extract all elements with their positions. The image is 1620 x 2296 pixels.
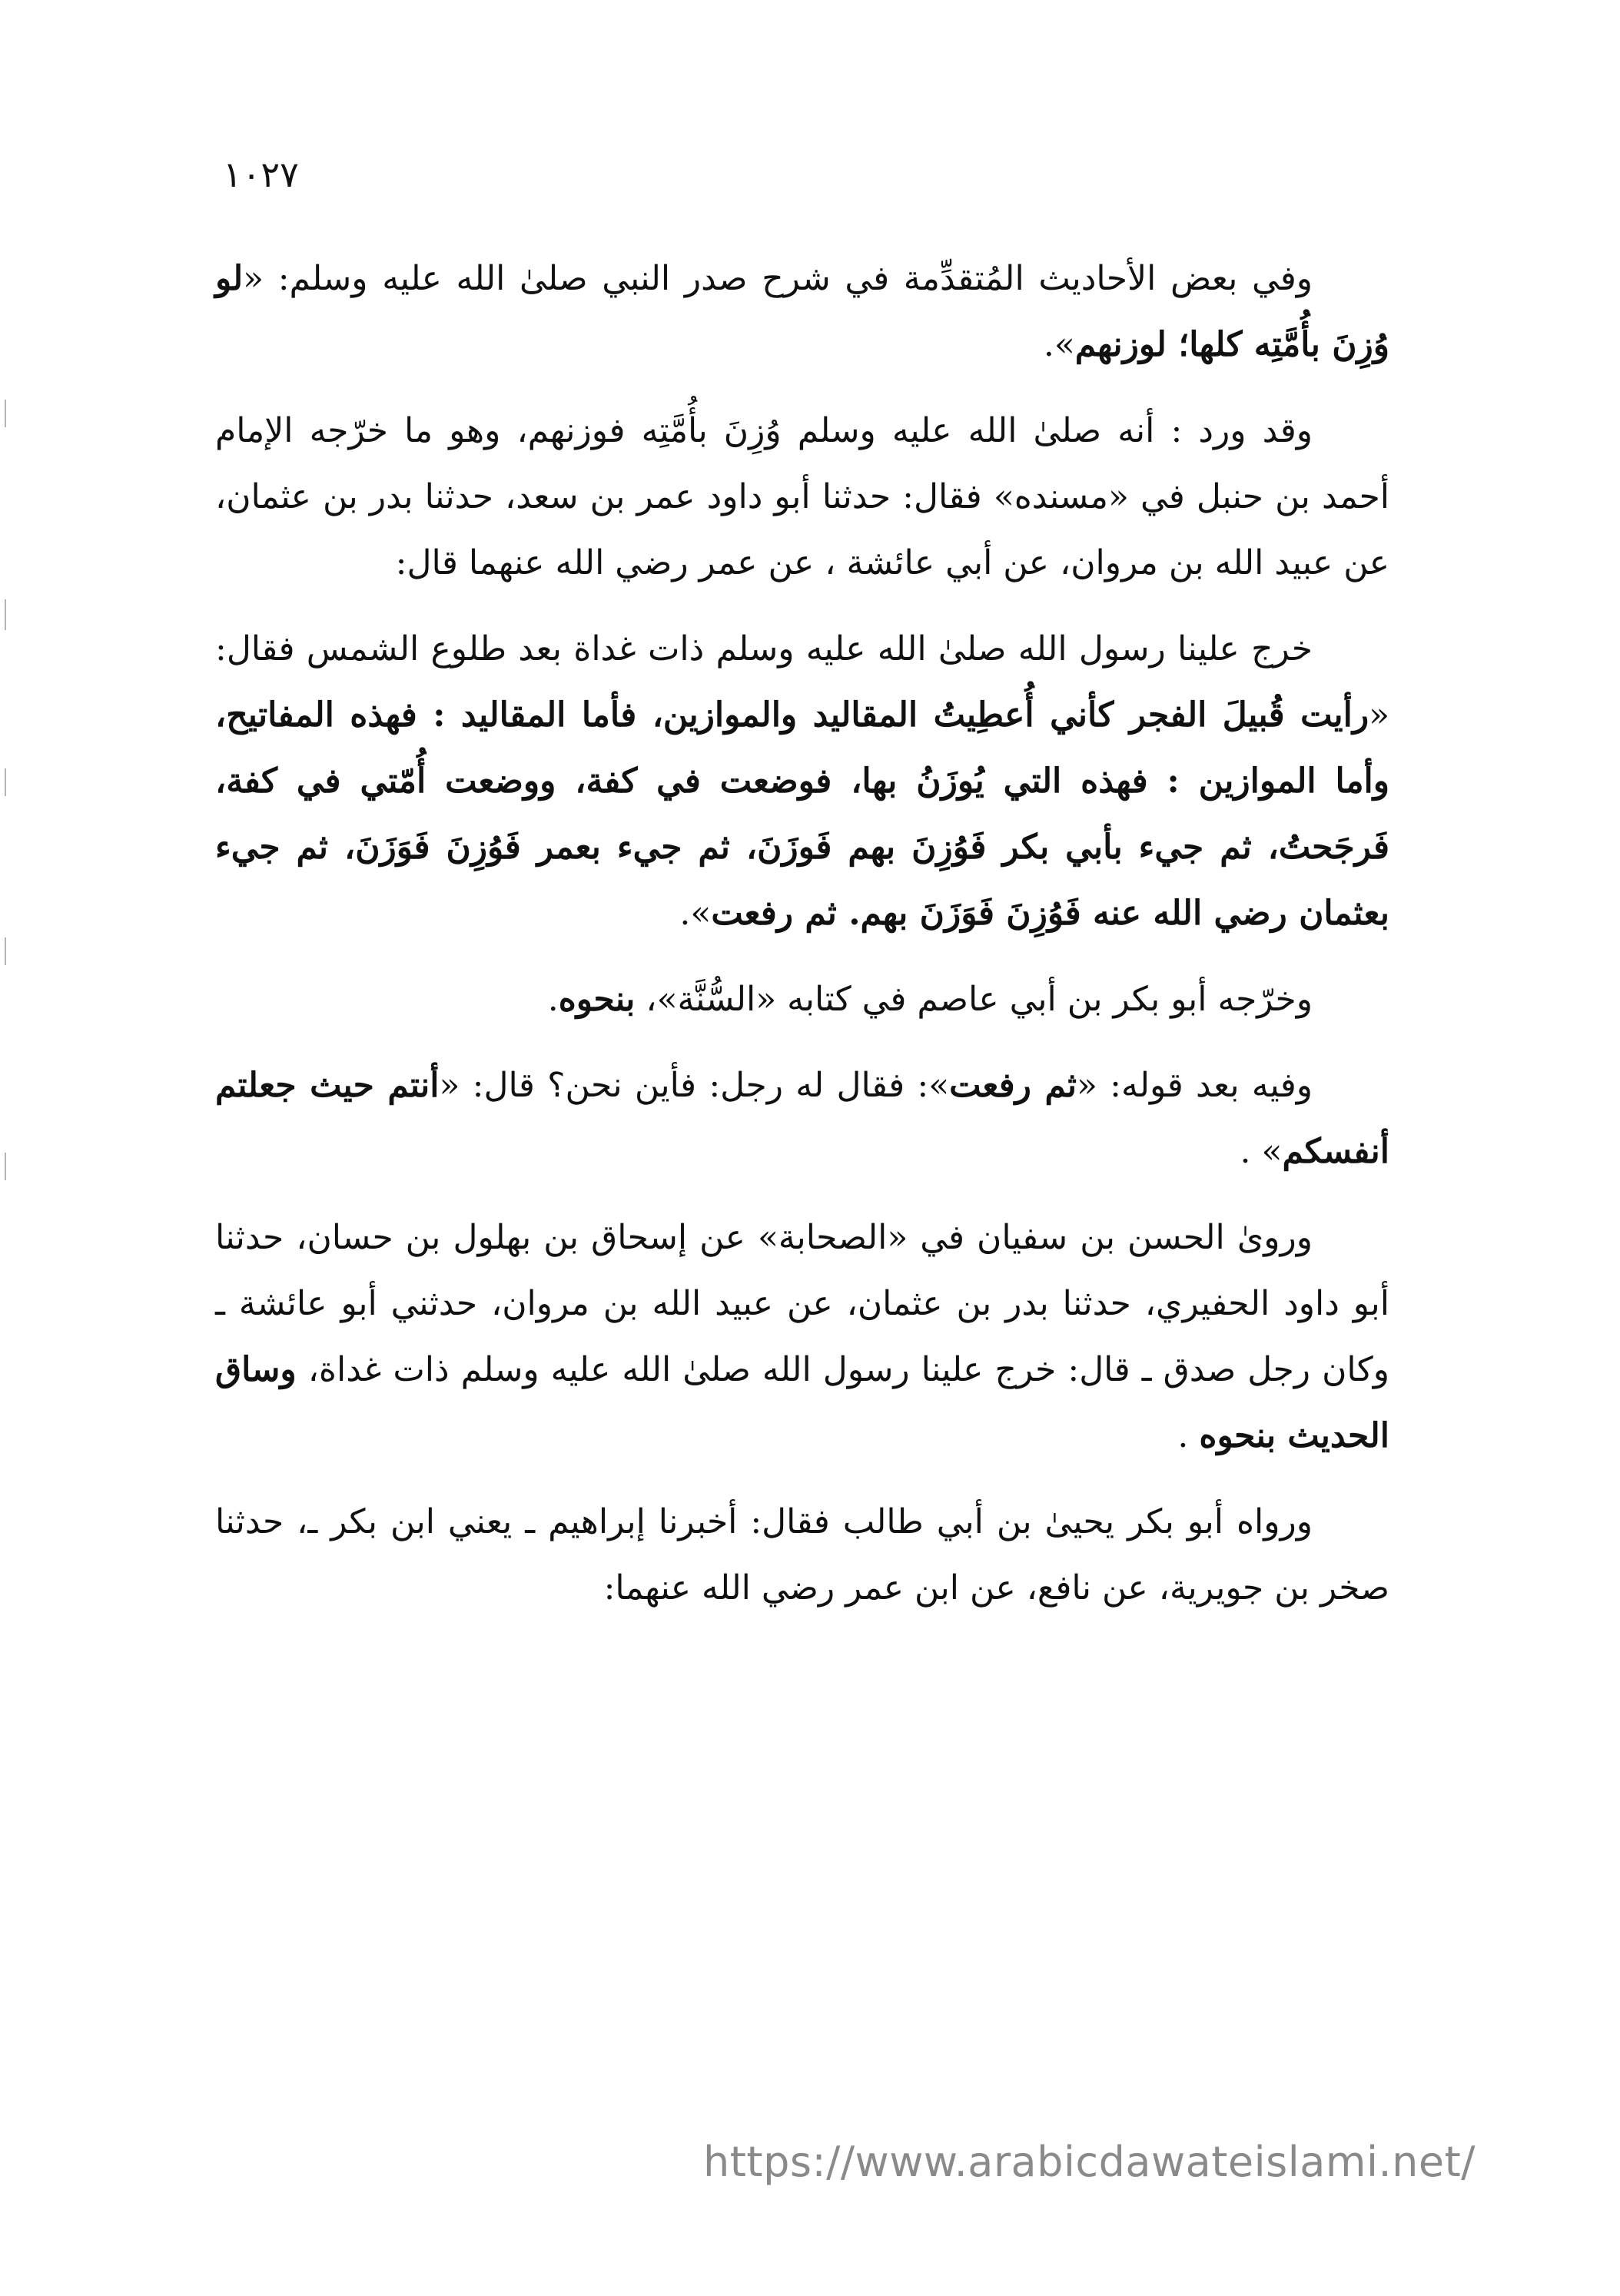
bold-text-run: أنتم حيث جعلتم أنفسكم — [215, 1066, 1389, 1171]
margin-tick — [5, 937, 6, 965]
text-run: وخرّجه أبو بكر بن أبي عاصم في كتابه «السُّنَّة»، — [635, 980, 1313, 1019]
text-run: » . — [1240, 1132, 1283, 1171]
paragraph — [215, 1489, 1389, 1621]
paragraph — [215, 616, 1389, 947]
margin-tick — [5, 768, 6, 796]
text-run: وفيه بعد قوله: « — [1077, 1066, 1313, 1105]
text-run: ». — [1043, 325, 1075, 364]
bold-text-run: ثم رفعت — [949, 1066, 1077, 1105]
main-text — [215, 246, 1389, 1641]
paragraph — [215, 398, 1389, 596]
paragraph — [215, 1205, 1389, 1469]
text-run: . — [1177, 1416, 1200, 1455]
paragraph — [215, 1053, 1389, 1185]
bold-text-run: وساق الحديث بنحوه — [215, 1350, 1389, 1455]
text-run: ». — [679, 894, 712, 933]
text-run: ورواه أبو بكر يحيىٰ بن أبي طالب فقال: أخبرنا إبراهيم ـ يعني ابن بكر ـ، حدثنا صخر بن جويرية، عن نافع، عن ابن عمر رضي الله عنهما: — [215, 1502, 1389, 1608]
text-run: وفي بعض الأحاديث المُتقدِّمة في شرح صدر النبي صلىٰ الله عليه وسلم: « — [243, 259, 1313, 298]
text-run: وروىٰ الحسن بن سفيان في «الصحابة» عن إسحاق بن بهلول بن حسان، حدثنا أبو داود الحفيري، حدثنا بدر بن عثمان، عن عبيد الله بن مروان، حدثني أبو عائشة ـ وكان رجل صدق ـ قال: خرج علينا رسول الله صلىٰ الله عليه وسلم ذات غداة، — [215, 1218, 1389, 1389]
text-run: »: فقال له رجل: فأين نحن؟ قال: « — [439, 1066, 950, 1105]
bold-text-run: رأيت قُبيلَ الفجر كأني أُعطِيتُ المقاليد والموازين، فأما المقاليد : فهذه المفاتيح، وأما الموازين : فهذه التي يُوزَنُ بها، فوضعت في كفة، ووضعت أُمّتي في كفة، فَرجَحتُ، ثم جيء بأبي بكر فَوُزِنَ بهم فَوزَنَ، ثم جيء بعمر فَوُزِنَ فَوَزَنَ، ثم جيء بعثمان رضي الله عنه فَوُزِنَ فَوَزَنَ بهم. ثم رفعت — [215, 695, 1389, 933]
bold-text-run: بنحوه — [558, 980, 636, 1019]
text-run: خرج علينا رسول الله صلىٰ الله عليه وسلم ذات غداة بعد طلوع الشمس فقال: « — [215, 629, 1389, 735]
margin-tick — [5, 599, 6, 630]
paragraph — [215, 246, 1389, 378]
watermark-url: https://www.arabicdawateislami.net/ — [703, 2138, 1476, 2186]
page-number: ١٠٢٧ — [223, 154, 299, 195]
margin-tick — [5, 400, 6, 427]
text-run: . — [547, 980, 559, 1019]
text-run: وقد ورد : أنه صلىٰ الله عليه وسلم وُزِنَ بأُمَّتِه فوزنهم، وهو ما خرّجه الإمام أحمد بن حنبل في «مسنده» فقال: حدثنا أبو داود عمر بن سعد، حدثنا بدر بن عثمان، عن عبيد الله بن مروان، عن أبي عائشة ، عن عمر رضي الله عنهما قال: — [215, 411, 1389, 582]
paragraph — [215, 967, 1389, 1033]
margin-tick — [5, 1153, 6, 1180]
bold-text-run: لو وُزِنَ بأُمَّتِه كلها؛ لوزنهم — [215, 259, 1389, 364]
